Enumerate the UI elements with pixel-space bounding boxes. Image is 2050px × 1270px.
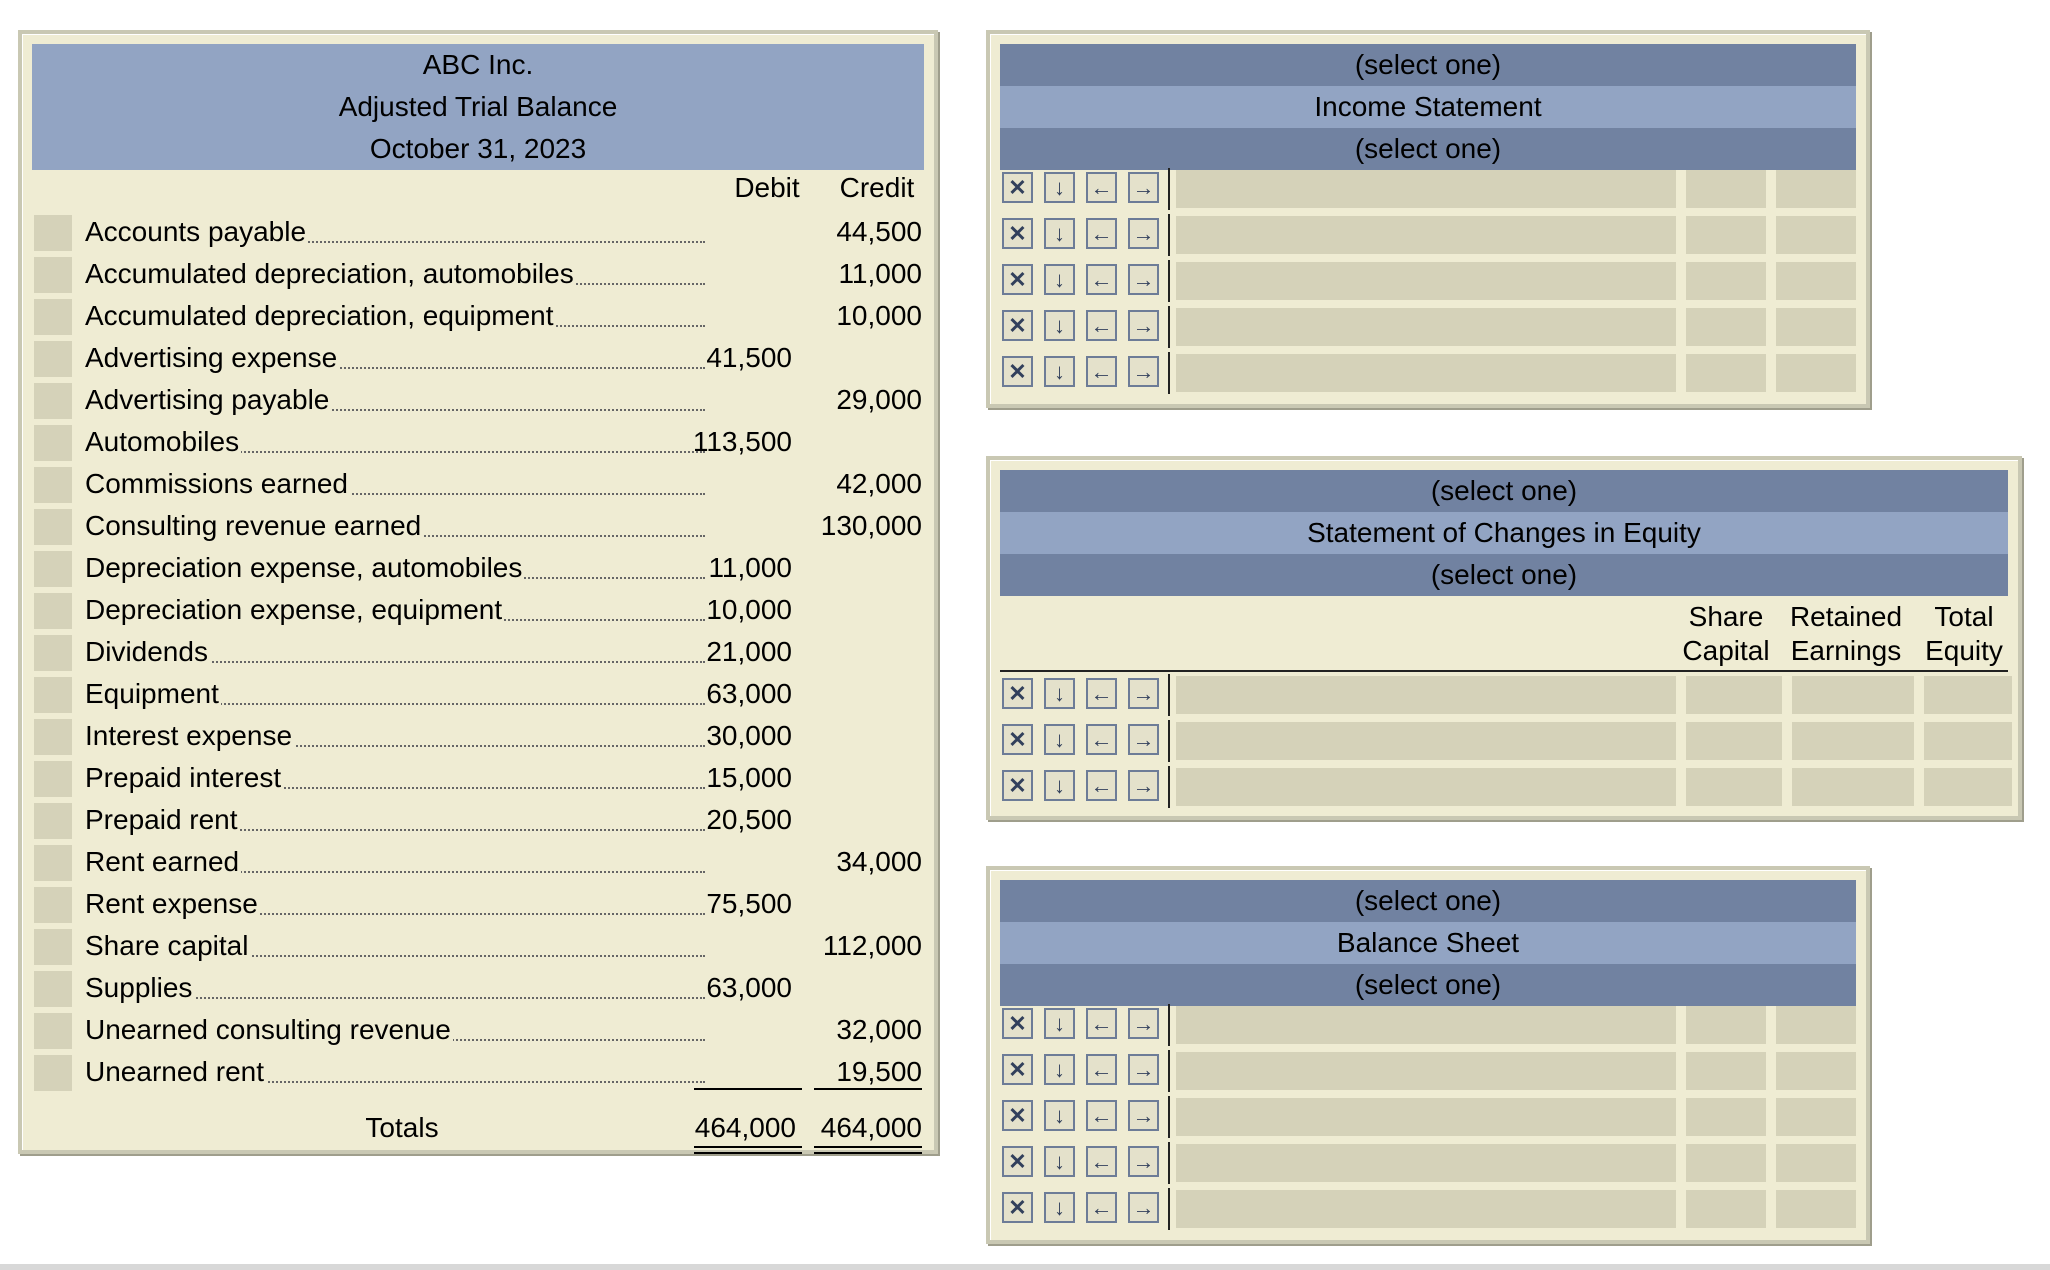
amount-field[interactable] [1686,354,1766,392]
equity-statement-title: Statement of Changes in Equity [1000,512,2008,554]
equity-statement-panel [986,456,2022,820]
indent-icon[interactable]: → [1128,724,1159,755]
delete-row-icon[interactable]: ✕ [1002,678,1033,709]
account-name[interactable]: Supplies [85,970,194,1006]
account-name-field[interactable] [1176,1144,1676,1182]
credit-sum-line [814,1088,922,1090]
account-name-field[interactable] [1176,1052,1676,1090]
income-select-date[interactable]: (select one) [1000,128,1856,170]
amount-field[interactable] [1686,170,1766,208]
account-name[interactable]: Commissions earned [85,466,350,502]
indent-icon[interactable]: → [1128,1146,1159,1177]
total-equity-header: Total Equity [1925,601,2003,666]
move-down-icon[interactable]: ↓ [1044,770,1075,801]
delete-row-icon[interactable]: ✕ [1002,1100,1033,1131]
account-row [22,926,934,968]
account-select-box[interactable] [34,425,72,461]
amount-field[interactable] [1924,768,2012,806]
debit-amount: 15,000 [706,762,792,793]
outdent-icon[interactable]: ← [1086,264,1117,295]
row-divider [1168,674,1170,716]
statement-entry-row [990,1050,1866,1092]
row-divider [1168,260,1170,302]
account-name-field[interactable] [1176,262,1676,300]
account-select-box[interactable] [34,551,72,587]
trial-balance-panel [18,30,938,1154]
account-name[interactable]: Accounts payable [85,214,308,250]
account-row [22,632,934,674]
account-select-box[interactable] [34,215,72,251]
credit-amount: 44,500 [836,216,922,247]
amount-field[interactable] [1776,1052,1856,1090]
delete-row-icon[interactable]: ✕ [1002,1192,1033,1223]
statement-title: Adjusted Trial Balance [338,91,618,122]
account-name[interactable]: Advertising payable [85,382,331,418]
account-select-box[interactable] [34,341,72,377]
indent-icon[interactable]: → [1128,356,1159,387]
account-row [22,968,934,1010]
amount-field[interactable] [1776,1006,1856,1044]
move-down-icon[interactable]: ↓ [1044,1054,1075,1085]
account-name-field[interactable] [1176,1098,1676,1136]
amount-field[interactable] [1686,1190,1766,1228]
amount-field[interactable] [1776,1190,1856,1228]
statement-entry-row [990,1142,1866,1184]
account-row [22,380,934,422]
debit-amount: 75,500 [706,888,792,919]
account-row [22,548,934,590]
retained-earnings-header: Retained Earnings [1789,601,1903,666]
account-name-field[interactable] [1176,768,1676,806]
account-select-box[interactable] [34,761,72,797]
account-name-field[interactable] [1176,1006,1676,1044]
credit-amount: 130,000 [820,510,922,541]
account-row [22,212,934,254]
outdent-icon[interactable]: ← [1086,172,1117,203]
account-name[interactable]: Advertising expense [85,340,339,376]
account-name[interactable]: Depreciation expense, equipment [85,592,504,628]
outdent-icon[interactable]: ← [1086,1054,1117,1085]
account-select-box[interactable] [34,1055,72,1091]
account-row [22,422,934,464]
statement-entry-row [990,766,2018,808]
amount-field[interactable] [1924,676,2012,714]
delete-row-icon[interactable]: ✕ [1002,1146,1033,1177]
account-row [22,506,934,548]
account-name-field[interactable] [1176,170,1676,208]
outdent-icon[interactable]: ← [1086,1100,1117,1131]
credit-amount: 19,500 [836,1056,922,1087]
row-divider [1168,168,1170,210]
credit-amount: 11,000 [838,258,922,289]
account-row [22,464,934,506]
equity-select-period[interactable]: (select one) [1000,470,2008,512]
account-name-field[interactable] [1176,308,1676,346]
statement-entry-row [990,674,2018,716]
debit-amount: 10,000 [706,594,792,625]
row-divider [1168,1050,1170,1092]
amount-field[interactable] [1776,262,1856,300]
indent-icon[interactable]: → [1128,1100,1159,1131]
totals-label: Totals [365,1112,439,1143]
indent-icon[interactable]: → [1128,264,1159,295]
row-divider [1168,1142,1170,1184]
row-divider [1168,306,1170,348]
account-name[interactable]: Equipment [85,676,221,712]
trial-balance-header [32,44,924,170]
amount-field[interactable] [1776,1144,1856,1182]
account-row [22,674,934,716]
amount-field[interactable] [1792,722,1914,760]
company-name: ABC Inc. [422,49,534,80]
statement-entry-row [990,306,1866,348]
account-select-box[interactable] [34,677,72,713]
account-name-field[interactable] [1176,354,1676,392]
account-name[interactable]: Rent earned [85,844,241,880]
indent-icon[interactable]: → [1128,172,1159,203]
share-capital-header: Share Capital [1682,601,1770,666]
debit-amount: 30,000 [706,720,792,751]
delete-row-icon[interactable]: ✕ [1002,724,1033,755]
account-select-box[interactable] [34,467,72,503]
amount-field[interactable] [1686,768,1782,806]
indent-icon[interactable]: → [1128,310,1159,341]
statement-entry-row [990,1096,1866,1138]
outdent-icon[interactable]: ← [1086,1192,1117,1223]
account-name-field[interactable] [1176,676,1676,714]
delete-row-icon[interactable]: ✕ [1002,1054,1033,1085]
outdent-icon[interactable]: ← [1086,1008,1117,1039]
account-name[interactable]: Accumulated depreciation, equipment [85,298,556,334]
row-divider [1168,766,1170,808]
account-name[interactable]: Interest expense [85,718,294,754]
account-select-box[interactable] [34,299,72,335]
account-row [22,842,934,884]
amount-field[interactable] [1686,1098,1766,1136]
move-down-icon[interactable]: ↓ [1044,356,1075,387]
account-select-box[interactable] [34,887,72,923]
account-select-box[interactable] [34,635,72,671]
account-name-field[interactable] [1176,216,1676,254]
total-credit: 464,000 [820,1112,922,1143]
row-divider [1168,214,1170,256]
account-name[interactable]: Consulting revenue earned [85,508,423,544]
outdent-icon[interactable]: ← [1086,356,1117,387]
amount-field[interactable] [1686,676,1782,714]
debit-amount: 63,000 [706,678,792,709]
move-down-icon[interactable]: ↓ [1044,678,1075,709]
account-name-field[interactable] [1176,722,1676,760]
outdent-icon[interactable]: ← [1086,724,1117,755]
equity-select-date[interactable]: (select one) [1000,554,2008,596]
credit-amount: 32,000 [836,1014,922,1045]
balance-sheet-panel [986,866,1870,1244]
amount-field[interactable] [1686,216,1766,254]
amount-field[interactable] [1686,1006,1766,1044]
debit-double-underline [694,1146,802,1154]
move-down-icon[interactable]: ↓ [1044,218,1075,249]
move-down-icon[interactable]: ↓ [1044,1146,1075,1177]
account-row [22,1010,934,1052]
account-name[interactable]: Share capital [85,928,250,964]
indent-icon[interactable]: → [1128,1192,1159,1223]
row-divider [1168,352,1170,394]
bottom-scrollbar[interactable] [0,1264,2050,1270]
income-select-period[interactable]: (select one) [1000,44,1856,86]
account-name[interactable]: Dividends [85,634,210,670]
amount-field[interactable] [1686,722,1782,760]
amount-field[interactable] [1924,722,2012,760]
credit-column-header: Credit [839,172,915,203]
account-select-box[interactable] [34,719,72,755]
amount-field[interactable] [1686,262,1766,300]
debit-column-header: Debit [734,172,800,203]
amount-field[interactable] [1686,1052,1766,1090]
debit-sum-line [694,1088,802,1090]
statement-entry-row [990,168,1866,210]
outdent-icon[interactable]: ← [1086,1146,1117,1177]
account-name-field[interactable] [1176,1190,1676,1228]
account-row [22,716,934,758]
account-row [22,296,934,338]
indent-icon[interactable]: → [1128,1008,1159,1039]
balance-select-period[interactable]: (select one) [1000,880,1856,922]
statement-entry-row [990,1188,1866,1230]
amount-field[interactable] [1792,768,1914,806]
account-select-box[interactable] [34,845,72,881]
outdent-icon[interactable]: ← [1086,310,1117,341]
account-name[interactable]: Prepaid rent [85,802,240,838]
debit-amount: 41,500 [706,342,792,373]
debit-amount: 20,500 [706,804,792,835]
amount-field[interactable] [1776,1098,1856,1136]
statement-entry-row [990,1004,1866,1046]
amount-field[interactable] [1776,354,1856,392]
move-down-icon[interactable]: ↓ [1044,172,1075,203]
account-select-box[interactable] [34,1013,72,1049]
amount-field[interactable] [1792,676,1914,714]
account-row [22,590,934,632]
delete-row-icon[interactable]: ✕ [1002,218,1033,249]
account-name[interactable]: Automobiles [85,424,241,460]
indent-icon[interactable]: → [1128,678,1159,709]
account-name[interactable]: Unearned consulting revenue [85,1012,453,1048]
statement-entry-row [990,352,1866,394]
account-select-box[interactable] [34,803,72,839]
account-select-box[interactable] [34,509,72,545]
income-statement-title: Income Statement [1000,86,1856,128]
account-select-box[interactable] [34,929,72,965]
delete-row-icon[interactable]: ✕ [1002,310,1033,341]
account-select-box[interactable] [34,383,72,419]
credit-double-underline [814,1146,922,1154]
account-row [22,254,934,296]
credit-amount: 10,000 [836,300,922,331]
equity-header-rule [1000,670,2008,672]
delete-row-icon[interactable]: ✕ [1002,264,1033,295]
indent-icon[interactable]: → [1128,1054,1159,1085]
debit-amount: 11,000 [708,552,792,583]
credit-amount: 112,000 [822,930,922,961]
row-divider [1168,1188,1170,1230]
amount-field[interactable] [1776,216,1856,254]
delete-row-icon[interactable]: ✕ [1002,770,1033,801]
row-divider [1168,1096,1170,1138]
statement-entry-row [990,214,1866,256]
account-row [22,884,934,926]
row-divider [1168,720,1170,762]
move-down-icon[interactable]: ↓ [1044,1192,1075,1223]
account-select-box[interactable] [34,971,72,1007]
account-name[interactable]: Unearned rent [85,1054,266,1090]
account-row [22,758,934,800]
balance-sheet-title: Balance Sheet [1000,922,1856,964]
statement-date: October 31, 2023 [369,133,587,164]
move-down-icon[interactable]: ↓ [1044,724,1075,755]
move-down-icon[interactable]: ↓ [1044,1008,1075,1039]
account-row [22,338,934,380]
debit-amount: 63,000 [706,972,792,1003]
statement-entry-row [990,260,1866,302]
outdent-icon[interactable]: ← [1086,218,1117,249]
account-name[interactable]: Accumulated depreciation, automobiles [85,256,576,292]
credit-amount: 29,000 [836,384,922,415]
move-down-icon[interactable]: ↓ [1044,1100,1075,1131]
indent-icon[interactable]: → [1128,770,1159,801]
account-select-box[interactable] [34,593,72,629]
move-down-icon[interactable]: ↓ [1044,310,1075,341]
row-divider [1168,1004,1170,1046]
move-down-icon[interactable]: ↓ [1044,264,1075,295]
delete-row-icon[interactable]: ✕ [1002,356,1033,387]
balance-select-date[interactable]: (select one) [1000,964,1856,1006]
outdent-icon[interactable]: ← [1086,770,1117,801]
amount-field[interactable] [1686,1144,1766,1182]
account-name[interactable]: Depreciation expense, automobiles [85,550,524,586]
amount-field[interactable] [1776,308,1856,346]
credit-amount: 34,000 [836,846,922,877]
outdent-icon[interactable]: ← [1086,678,1117,709]
indent-icon[interactable]: → [1128,218,1159,249]
amount-field[interactable] [1776,170,1856,208]
delete-row-icon[interactable]: ✕ [1002,1008,1033,1039]
account-row [22,800,934,842]
account-select-box[interactable] [34,257,72,293]
debit-amount: 113,500 [692,426,792,457]
delete-row-icon[interactable]: ✕ [1002,172,1033,203]
credit-amount: 42,000 [836,468,922,499]
account-name[interactable]: Prepaid interest [85,760,283,796]
total-debit: 464,000 [694,1112,796,1143]
account-name[interactable]: Rent expense [85,886,260,922]
debit-amount: 21,000 [706,636,792,667]
income-statement-panel [986,30,1870,408]
statement-entry-row [990,720,2018,762]
amount-field[interactable] [1686,308,1766,346]
